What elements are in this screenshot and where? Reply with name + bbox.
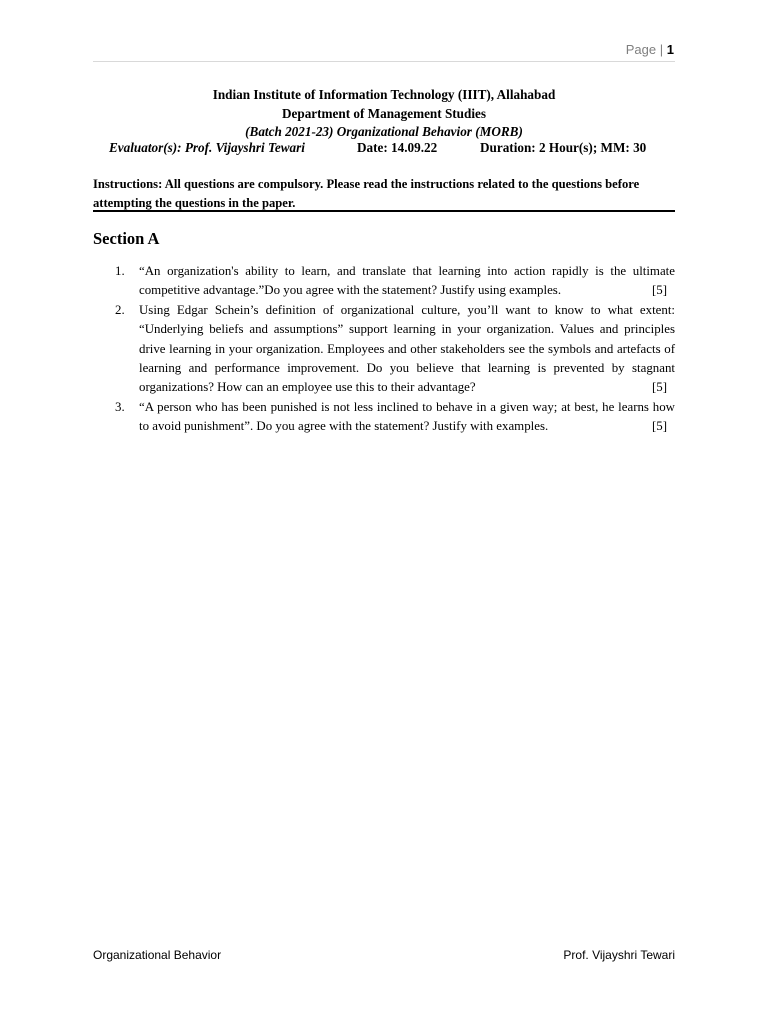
course-name: Organizational Behavior (MORB)	[336, 124, 523, 139]
exam-duration: Duration: 2 Hour(s); MM: 30	[480, 140, 647, 155]
header-divider	[93, 61, 675, 62]
question-item	[93, 262, 675, 301]
footer-professor-name: Prof. Vijayshri Tewari	[563, 948, 675, 962]
question-list	[93, 262, 675, 437]
page-label: Page	[625, 42, 657, 57]
question-marks: [5]	[651, 419, 667, 434]
question-text: Using Edgar Schein’s definition of organizational culture, you’ll want to know to what extent: “Underlying beliefs and assumptions” support learning in your organization. Values and principles drive learning in your organization. Employees and other stakeholders see the symbols and artefacts of learning and performance improvement. Do you believe that learning is prevented by stagnant organizations? How can an employee use this to their advantage?	[139, 302, 675, 395]
department-name: Department of Management Studies	[281, 105, 486, 121]
question-text: “An organization's ability to learn, and translate that learning into action rapidly is the ultimate competitive advantage.”Do you agree with the statement? Justify using examples.	[139, 264, 675, 298]
question-item	[93, 398, 675, 437]
evaluator: Evaluator(s): Prof. Vijayshri Tewari	[109, 140, 305, 155]
page-separator: |	[659, 42, 664, 57]
batch: (Batch 2021-23)	[245, 124, 334, 139]
question-marks: [5]	[651, 283, 667, 298]
instructions-divider	[93, 210, 675, 212]
footer-course-name: Organizational Behavior	[93, 948, 222, 962]
question-number: 1.	[115, 264, 125, 278]
institute-name: Indian Institute of Information Technology (IIIT), Allahabad	[212, 87, 556, 102]
question-marks: [5]	[651, 380, 667, 395]
question-number: 2.	[115, 302, 125, 317]
page-number: 1	[666, 42, 674, 57]
question-text: “A person who has been punished is not less inclined to behave in a given way; at best, he learns how to avoid punishment”. Do you agree with the statement? Justify with examples.	[139, 399, 675, 434]
question-item	[93, 301, 675, 398]
section-title: Section A	[93, 229, 160, 248]
exam-title-block	[93, 86, 675, 142]
question-number: 3.	[115, 399, 125, 414]
instructions: Instructions: All questions are compulsory. Please read the instructions related to the questions before attempting the questions in the paper.	[93, 177, 640, 210]
exam-date: Date: 14.09.22	[357, 140, 438, 155]
page-header	[626, 42, 674, 57]
